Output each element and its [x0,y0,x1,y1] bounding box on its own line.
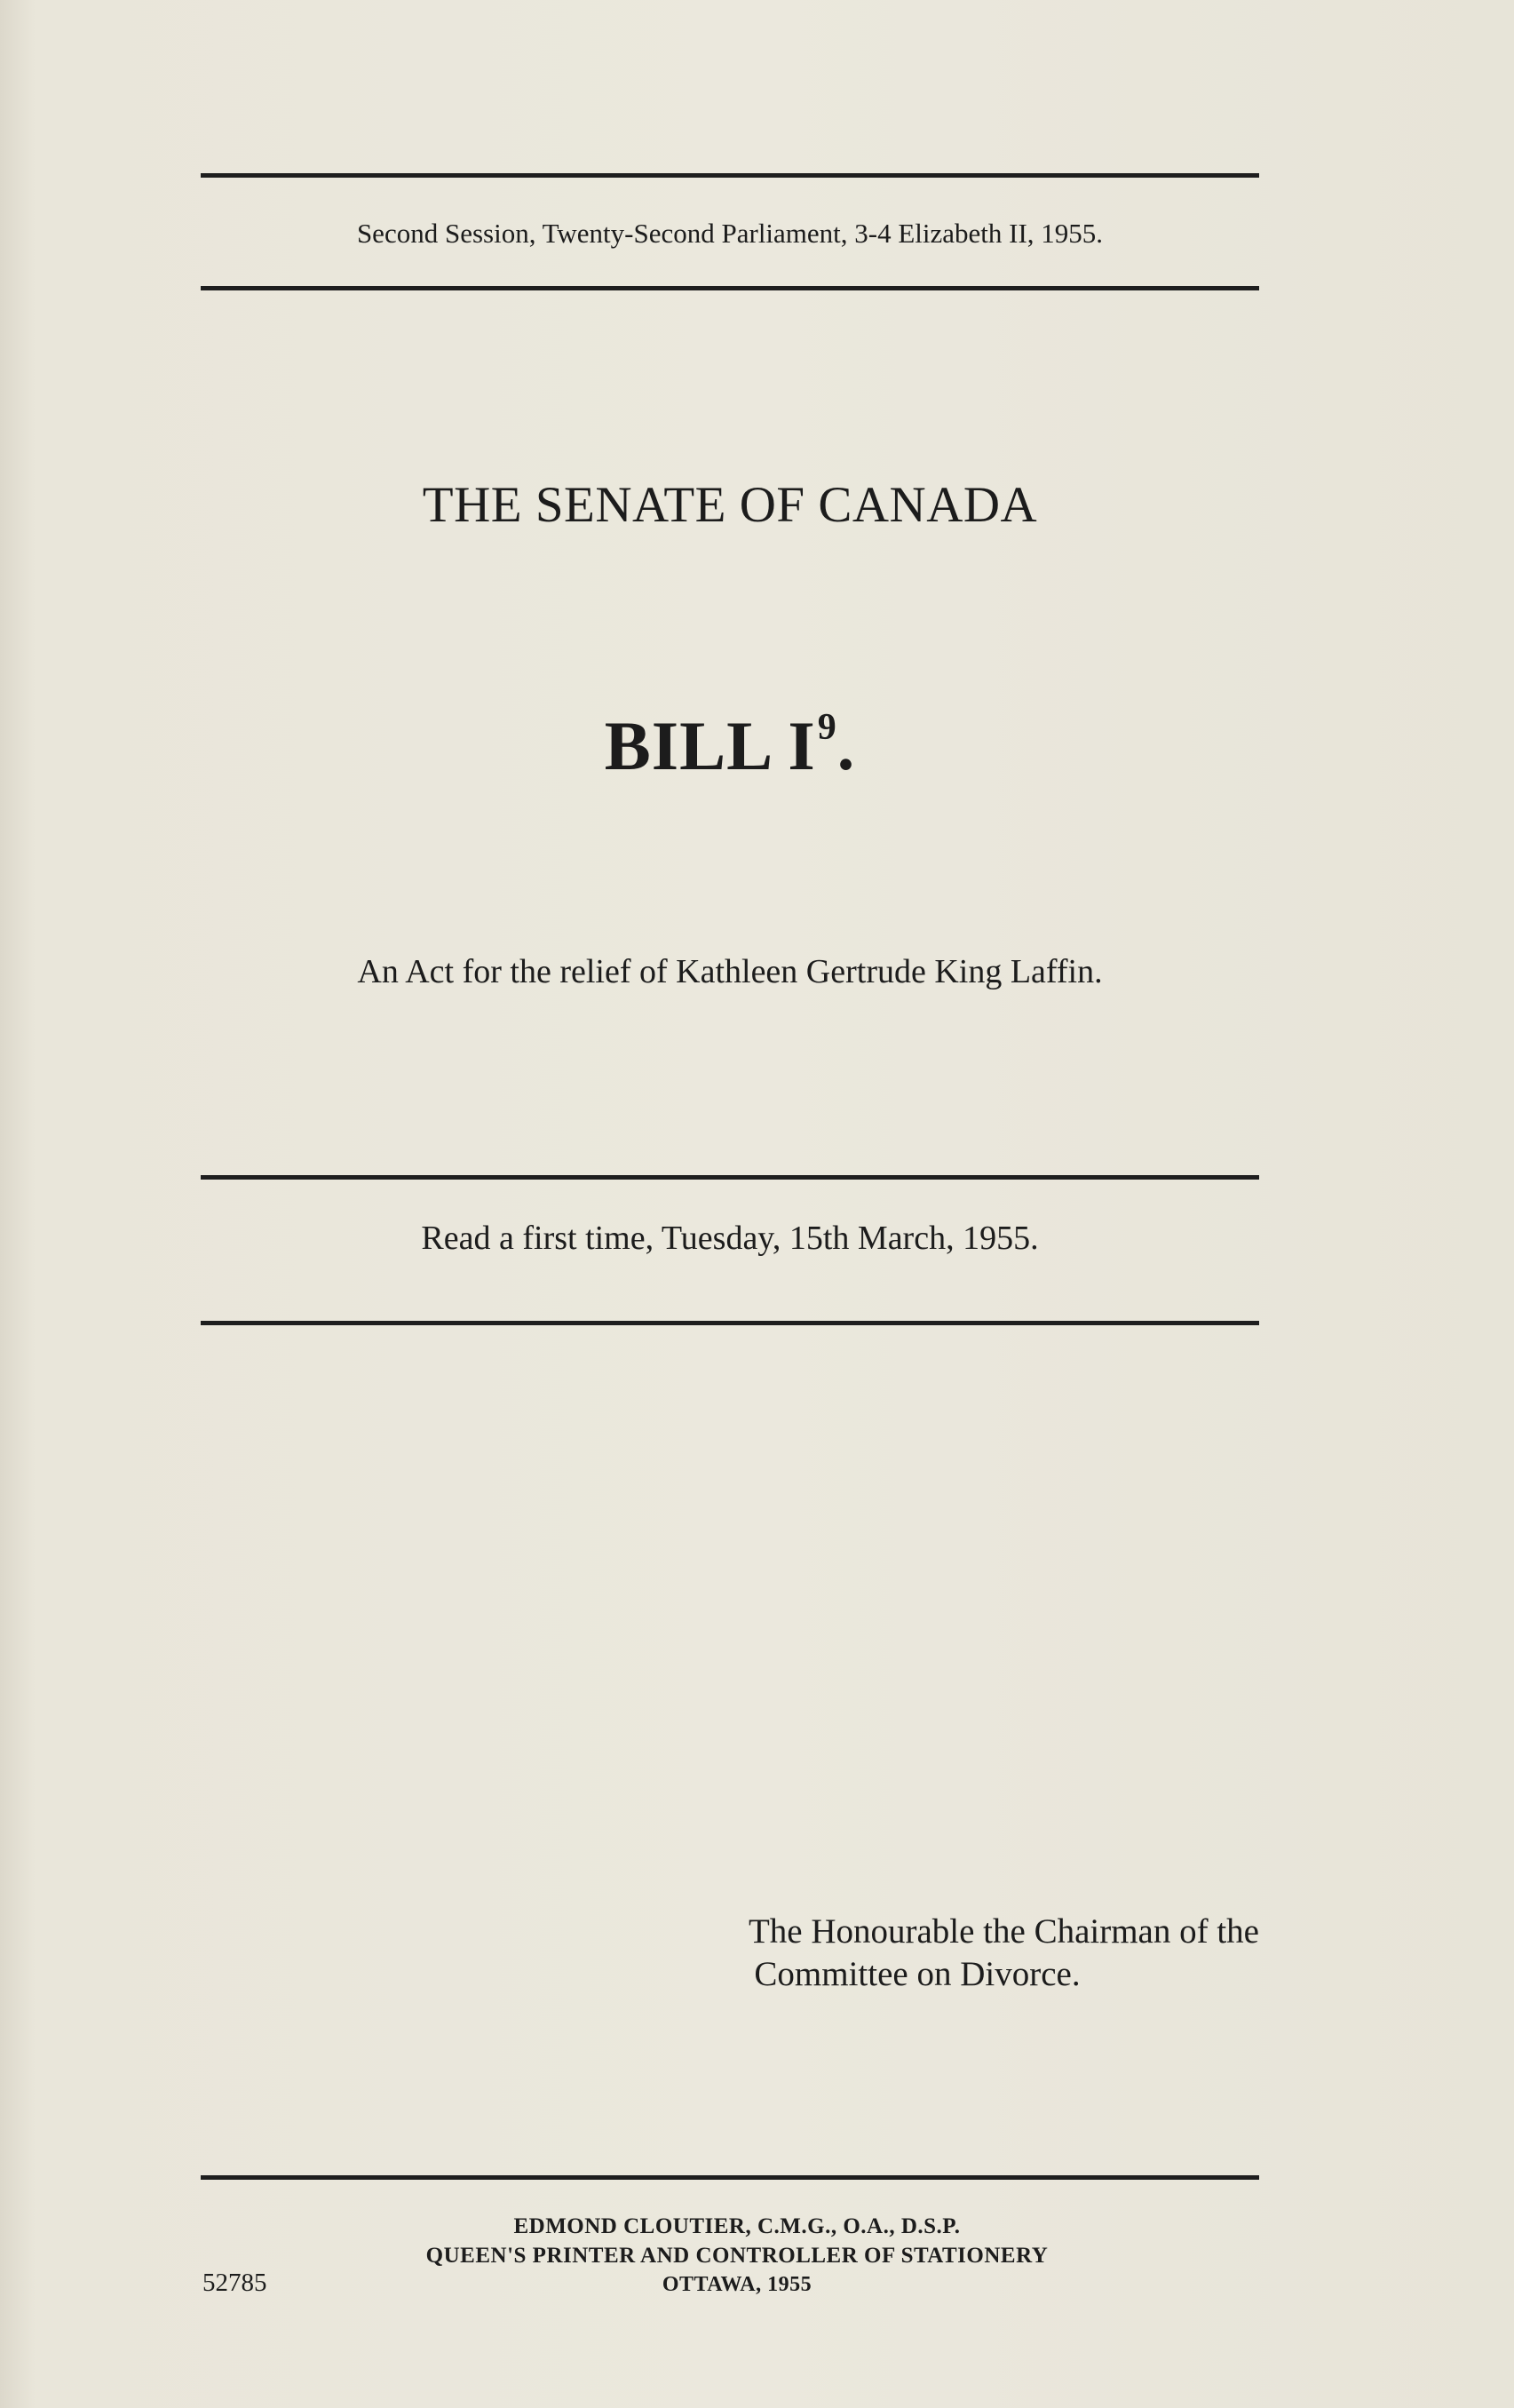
chamber-title: THE SENATE OF CANADA [422,477,1038,533]
printer-location: OTTAWA, 1955 [662,2273,812,2296]
sponsor-line-1: The Honourable the Chairman of the [748,1912,1259,1951]
bill-label: BILL I [604,707,816,784]
reading-line: Read a first time, Tuesday, 15th March, 1955. [421,1220,1039,1257]
reading-bottom-rule [201,1321,1259,1325]
printer-title: QUEEN'S PRINTER AND CONTROLLER OF STATIONERY [425,2244,1049,2268]
bill-superscript: 9 [817,707,837,748]
printer-name: EDMOND CLOUTIER, C.M.G., O.A., D.S.P. [513,2214,961,2238]
sponsor-line-2: Committee on Divorce. [754,1955,1081,1993]
document-number: 52785 [202,2269,267,2297]
footer-rule [201,2175,1259,2180]
printer-block [337,2212,1137,2300]
session-line: Second Session, Twenty-Second Parliament, 3-4 Elizabeth II, 1955. [356,218,1104,249]
header-bottom-rule [201,286,1259,290]
top-rule [201,173,1259,178]
sponsor-block [515,1911,1259,1996]
act-description: An Act for the relief of Kathleen Gertrude King Laffin. [357,953,1103,990]
reading-top-rule [201,1175,1259,1180]
bill-title [201,706,1259,786]
bill-period: . [836,707,856,784]
